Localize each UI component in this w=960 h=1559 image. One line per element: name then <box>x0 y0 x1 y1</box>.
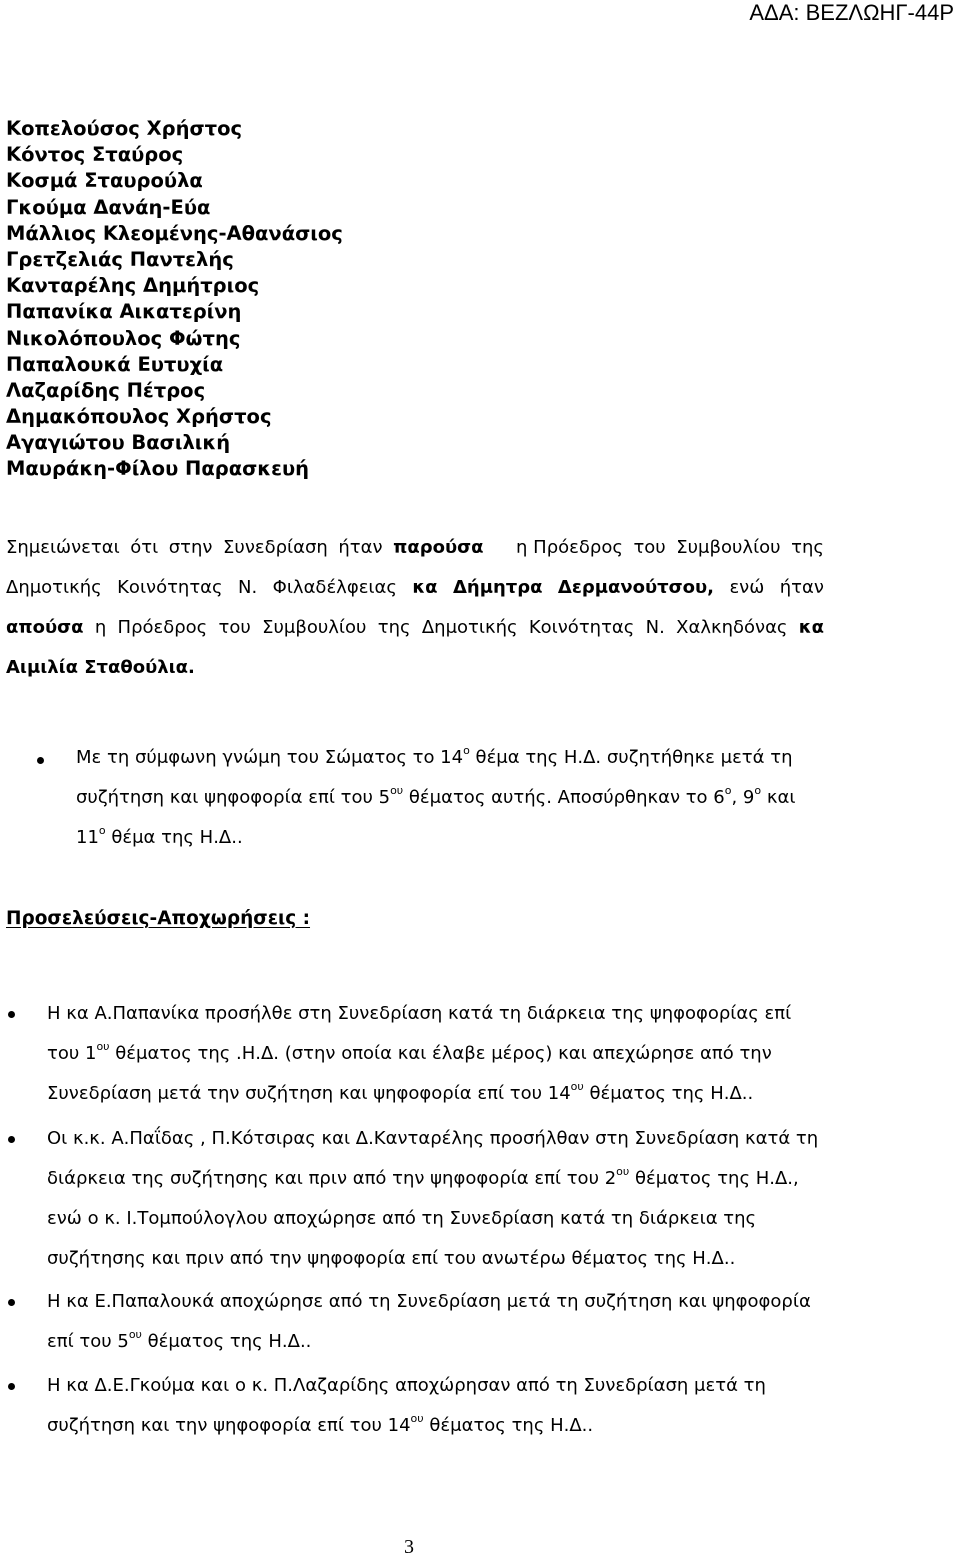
attendee-name: Γρετζελιάς Παντελής <box>6 247 234 271</box>
text-run <box>47 1074 753 1114</box>
arrival-line <box>47 1199 824 1239</box>
arrival-item-4 <box>47 1366 824 1446</box>
ordinal-sup: ο <box>754 784 762 797</box>
ordinal-sup: ου <box>570 1080 584 1093</box>
bullet-icon <box>8 1383 15 1390</box>
text-run: Ν. <box>238 577 258 598</box>
text-run: Χαλκηδόνας <box>676 617 788 638</box>
attendee-name: Δημακόπουλος Χρήστος <box>6 405 272 429</box>
ordinal-sup: ου <box>616 1165 630 1178</box>
attendee-name: Μαυράκη-Φίλου Παρασκευή <box>6 457 310 481</box>
arrival-line <box>47 1074 824 1114</box>
text-run: Η κα Α.Παπανίκα προσήλθε στη Συνεδρίαση κατά τη διάρκεια της ψηφοφορίας επί <box>47 1003 792 1024</box>
text-run: ήταν <box>779 577 824 598</box>
text-run: ότι <box>130 537 159 558</box>
page-number: 3 <box>404 1536 414 1558</box>
ordinal-sup: ο <box>724 784 732 797</box>
text-run: θέμα της Η.Δ. συζητήθηκε μετά τη <box>469 747 793 768</box>
text-run: συζήτηση και ψηφοφορία επί του 5 <box>76 787 391 808</box>
text-run: του <box>218 617 251 638</box>
text-run: συζήτηση και την ψηφοφορία επί του 14 <box>47 1415 411 1436</box>
text-run: Η κα Δ.Ε.Γκούμα και ο κ. Π.Λαζαρίδης αποχώρησαν από τη Συνεδρίαση μετά τη <box>47 1375 766 1396</box>
arrival-line <box>47 994 824 1034</box>
agenda-line-3 <box>76 818 824 858</box>
text-run: ενώ ο κ. Ι.Τομπούλογλου αποχώρησε από τη Συνεδρίαση κατά τη διάρκεια της <box>47 1208 757 1229</box>
attendee-name: Αγαγιώτου Βασιλική <box>6 431 231 455</box>
text-run: θέματος της Η.Δ.. <box>423 1415 594 1436</box>
text-run: κα <box>412 577 438 598</box>
text-run: ενώ <box>729 577 765 598</box>
text-run: ήταν <box>338 537 383 558</box>
absent-label: απούσα <box>6 617 84 638</box>
agenda-line-2 <box>76 778 824 818</box>
text-run: Κοινότητας <box>117 577 223 598</box>
text-run: θέματος της .Η.Δ. (στην οποία και έλαβε μέρος) και απεχώρησε από την <box>109 1043 772 1064</box>
text-run <box>76 778 795 818</box>
bullet-icon <box>8 1299 15 1306</box>
agenda-note <box>76 738 824 858</box>
text-run: θέματος της Η.Δ.. <box>583 1083 754 1104</box>
text-run: και <box>761 787 796 808</box>
text-run: συζήτησης και πριν από την ψηφοφορία επί του ανωτέρω θέματος της Η.Δ.. <box>47 1248 736 1269</box>
ada-code: ΑΔΑ: ΒΕΖΛΩΗΓ-44Ρ <box>749 0 954 25</box>
section-heading: Προσελεύσεις-Αποχωρήσεις : <box>6 908 311 929</box>
attendee-name: Γκούμα Δανάη-Εύα <box>6 195 211 219</box>
arrival-line <box>47 1119 824 1159</box>
arrival-item-1 <box>47 994 824 1114</box>
ordinal-sup: ου <box>128 1328 142 1341</box>
attendee-name: Παπανίκα Αικατερίνη <box>6 300 242 324</box>
text-run: επί του 5 <box>47 1331 129 1352</box>
text-run: Συνεδρίαση μετά την συζήτηση και ψηφοφορία επί του 14 <box>47 1083 571 1104</box>
text-run: Κοινότητας <box>528 617 635 638</box>
arrival-item-3 <box>47 1282 824 1362</box>
text-run: η <box>94 617 107 638</box>
text-run: του <box>633 537 666 558</box>
text-run <box>76 818 243 858</box>
text-run: της <box>377 617 411 638</box>
text-run: Συνεδρίαση <box>223 537 328 558</box>
ordinal-sup: ου <box>96 1040 110 1053</box>
text-run <box>47 1034 772 1074</box>
ordinal-sup: ο <box>463 744 470 757</box>
text-run: θέματος της Η.Δ.. <box>141 1331 312 1352</box>
text-run: Δημοτικής <box>6 577 102 598</box>
president-name: Δήμητρα <box>452 577 543 598</box>
bullet-icon <box>37 757 44 764</box>
attendee-name: Κοσμά Σταυρούλα <box>6 169 203 193</box>
presence-line-3 <box>6 608 824 648</box>
text-run: θέματος αυτής. Αποσύρθηκαν το 6 <box>403 787 725 808</box>
arrival-line <box>47 1366 824 1406</box>
arrival-item-2 <box>47 1119 824 1279</box>
attendee-name: Κόντος Σταύρος <box>6 143 184 167</box>
present-label: παρούσα <box>393 537 484 558</box>
bullet-icon <box>8 1136 15 1143</box>
text-run: Φιλαδέλφειας <box>272 577 397 598</box>
ordinal-sup: ου <box>390 784 404 797</box>
presence-note <box>6 528 824 688</box>
text-run <box>76 738 792 778</box>
arrival-line <box>47 1034 824 1074</box>
agenda-line-1 <box>76 738 824 778</box>
text-run: Συμβουλίου <box>676 537 781 558</box>
text-run: κα <box>798 617 824 638</box>
text-run <box>47 1159 799 1199</box>
text-run: θέματος της Η.Δ., <box>629 1168 799 1189</box>
arrival-line <box>47 1239 824 1279</box>
text-run: Δημοτικής <box>421 617 518 638</box>
text-run: , 9 <box>731 787 755 808</box>
arrival-line <box>47 1322 824 1362</box>
text-run <box>47 1406 593 1446</box>
bullet-icon <box>8 1011 15 1018</box>
attendee-name: Κοπελούσος Χρήστος <box>6 117 243 140</box>
text-run: του 1 <box>47 1043 97 1064</box>
text-run: στην <box>168 537 213 558</box>
text-run: 11 <box>76 827 99 848</box>
text-run: Η κα Ε.Παπαλουκά αποχώρησε από τη Συνεδρίαση μετά τη συζήτηση και ψηφοφορία <box>47 1291 811 1312</box>
presence-line-2 <box>6 568 824 608</box>
ordinal-sup: ου <box>410 1412 424 1425</box>
text-run: η Πρόεδρος <box>516 537 623 558</box>
arrival-line <box>47 1159 824 1199</box>
text-run: Με τη σύμφωνη γνώμη του Σώματος το 14 <box>76 747 464 768</box>
text-run: Ν. <box>645 617 665 638</box>
text-run: Συμβουλίου <box>262 617 367 638</box>
text-run <box>47 1322 311 1362</box>
attendee-name: Νικολόπουλος Φώτης <box>6 326 241 350</box>
attendee-name: Μάλλιος Κλεομένης-Αθανάσιος <box>6 221 343 245</box>
attendee-name: Παπαλουκά Ευτυχία <box>6 352 224 376</box>
ordinal-sup: ο <box>98 824 106 837</box>
text-run: Πρόεδρος <box>117 617 208 638</box>
attendee-name: Κανταρέλης Δημήτριος <box>6 274 260 298</box>
text-run: θέμα της Η.Δ.. <box>105 827 243 848</box>
text-run: διάρκεια της συζήτησης και πριν από την ψηφοφορία επί του 2 <box>47 1168 617 1189</box>
arrival-line <box>47 1406 824 1446</box>
text-run: Οι κ.κ. Α.Παΐδας , Π.Κότσιρας και Δ.Κανταρέλης προσήλθαν στη Συνεδρίαση κατά τη <box>47 1128 819 1149</box>
text-run: της <box>791 537 824 558</box>
president-surname: Δερμανούτσου, <box>557 577 715 598</box>
text-run: Σημειώνεται <box>6 537 120 558</box>
attendee-name: Λαζαρίδης Πέτρος <box>6 378 206 402</box>
arrival-line <box>47 1282 824 1322</box>
attendee-list <box>6 116 343 483</box>
absent-president-name: Αιμιλία Σταθούλια. <box>6 657 195 678</box>
presence-line-1 <box>6 528 824 568</box>
presence-line-4 <box>6 648 824 688</box>
